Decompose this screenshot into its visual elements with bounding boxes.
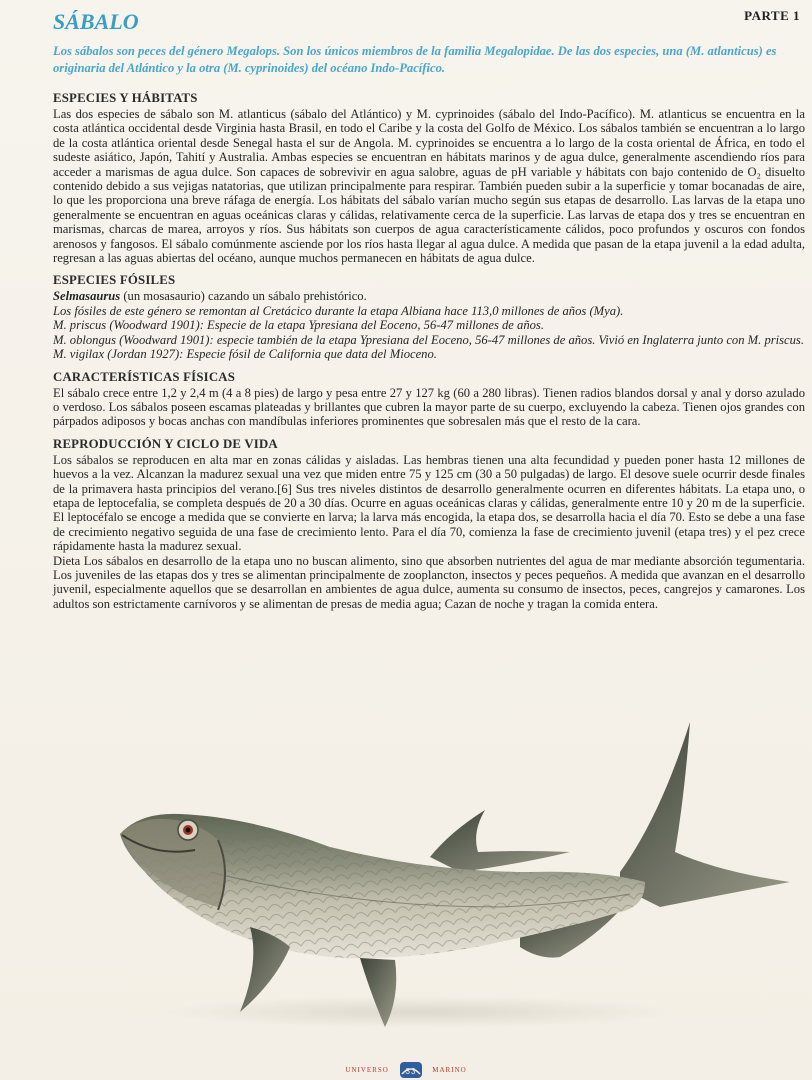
page-title: SÁBALO xyxy=(53,9,139,34)
fossil-caption xyxy=(53,289,805,303)
footer-logo xyxy=(0,1062,812,1078)
section-fossils xyxy=(53,272,805,361)
footer-left-text: UNIVERSO xyxy=(345,1066,389,1074)
fossil-line: Los fósiles de este género se remontan al Cretácico durante la etapa Albiana hace 113,0 millones de años (Mya). xyxy=(53,303,624,318)
fossil-line: M. vigilax (Jordan 1927): Especie fósil de California que data del Mioceno. xyxy=(53,347,437,362)
fossil-genus: Selmasaurus xyxy=(53,289,121,304)
section-heading: ESPECIES FÓSILES xyxy=(53,273,176,288)
section-text: Los sábalos se reproducen en alta mar en zonas cálidas y aisladas. Las hembras tienen una alta fecundidad y pueden poner hasta 12 millones de huevos a la vez. Alcanzan la madurez sexual una vez que miden entre 75 y 125 cm (30 a 50 pulgadas) de largo. El desove suele ocurrir desde finales de la primavera hasta principios del verano.[6] Sus tres niveles distintos de desarrollo generalmente ocurren en diferentes hábitats. La etapa uno, o etapa de leptocefalia, se completa después de 20 a 30 días. Ocurre en aguas oceánicas claras y cálidas, generalmente entre 10 y 20 m de la superficie. El leptocéfalo se encoge a medida que se convierte en larva; la larva más encogida, la etapa dos, se desarrolla hacia el día 70. Esto se debe a una fase de crecimiento negativo seguida de una fase de crecimiento lento. Para el día 70, comienza la fase de crecimiento juvenil (etapa tres) y el pez crece rápidamente hasta la madurez sexual. xyxy=(53,452,805,554)
part-label: PARTE 1 xyxy=(744,8,800,23)
fossil-caption-rest: (un mosasaurio) cazando un sábalo prehistórico. xyxy=(120,289,367,304)
section-physical xyxy=(53,369,805,429)
article-body xyxy=(53,90,805,618)
page-number: 33 xyxy=(405,1067,416,1076)
fossil-line: M. priscus (Woodward 1901): Especie de la etapa Ypresiana del Eoceno, 56-47 millones de años. xyxy=(53,318,544,333)
intro-paragraph: Los sábalos son peces del género Megalops. Son los únicos miembros de la familia Megalopidae. De las dos especies, una (M. atlanticus) es originaria del Atlántico y la otra (M. cyprinoides) del océano Indo-Pacífico. xyxy=(53,44,777,75)
footer-right-text: MARINO xyxy=(432,1066,467,1074)
fossil-line: M. oblongus (Woodward 1901): especie también de la etapa Ypresiana del Eoceno, 56-47 millones de años. Vivió en Inglaterra junto con M. priscus. xyxy=(53,332,804,347)
tarpon-illustration xyxy=(100,722,800,1044)
section-heading: CARACTERÍSTICAS FÍSICAS xyxy=(53,369,236,384)
section-heading: ESPECIES Y HÁBITATS xyxy=(53,91,198,105)
universo-marino-logo xyxy=(398,1062,424,1078)
section-reproduction xyxy=(53,436,805,611)
section-text: El sábalo crece entre 1,2 y 2,4 m (4 a 8 pies) de largo y pesa entre 27 y 127 kg (60 a 280 libras). Tienen radios blandos dorsal y anal y dorso azulado o verdoso. Los sábalos poseen escamas plateadas y brillantes que cubren la mayor parte de su cuerpo, excluyendo la cabeza. Tienen ojos grandes con párpados adiposos y bocas anchas con mandíbulas inferiores prominentes que sobresalen más que el resto de la cara. xyxy=(53,385,805,429)
section-heading: REPRODUCCIÓN Y CICLO DE VIDA xyxy=(53,436,278,451)
section-habitats xyxy=(53,90,805,265)
diet-text: Dieta Los sábalos en desarrollo de la etapa uno no buscan alimento, sino que absorben nutrientes del agua de mar mediante absorción tegumentaria. Los juveniles de las etapas dos y tres se alimentan principalmente de zooplancton, insectos y peces pequeños. A medida que avanzan en el desarrollo juvenil, especialmente aquellos que se desarrollan en ambientes de agua dulce, aumenta su consumo de insectos, peces, cangrejos y camarones. Los adultos son estrictamente carnívoros y se alimentan de presas de media agua; Cazan de noche y tragan la comida entera. xyxy=(53,553,805,611)
section-text: Las dos especies de sábalo son M. atlanticus (sábalo del Atlántico) y M. cyprinoides (sábalo del Indo-Pacífico). M. atlanticus se encuentra en la costa atlántica occidental desde Virginia hasta Brasil, en todo el Caribe y la costa del Golfo de México. Los sábalos también se encuentran a lo largo de la costa atlántica oriental desde Senegal hasta el sur de Angola. M. cyprinoides se encuentra a lo largo de la costa oriental de África, en todo el sudeste asiático, Japón, Tahití y Australia. Ambas especies se encuentran en hábitats marinos y de agua dulce, generalmente ascendiendo ríos para acceder a marismas de agua dulce. Son capaces de sobrevivir en agua salobre, aguas de pH variable y hábitats con bajo contenido de O₂ disuelto contenido debido a sus vejigas natatorias, que utilizan principalmente para respirar. También pueden subir a la superficie y tomar bocanadas de aire, lo que les proporciona una breve ráfaga de energía. Los hábitats del sábalo varían mucho según sus etapas de desarrollo. Las larvas de la etapa uno generalmente se encuentran en aguas oceánicas claras y cálidas, relativamente cerca de la superficie. Las larvas de etapa dos y tres se encuentran en marismas, charcas de marea, arroyos y ríos. Sus hábitats son cuerpos de agua característicamente cálidos, poco profundos y oscuros con fondos arenosos y fangosos. El sábalo comúnmente asciende por los ríos hasta llegar al agua dulce. A medida que pasan de la etapa juvenil a la edad adulta, regresan a las aguas abiertas del océano, aunque muchos permanecen en hábitats de agua dulce. xyxy=(53,107,805,266)
